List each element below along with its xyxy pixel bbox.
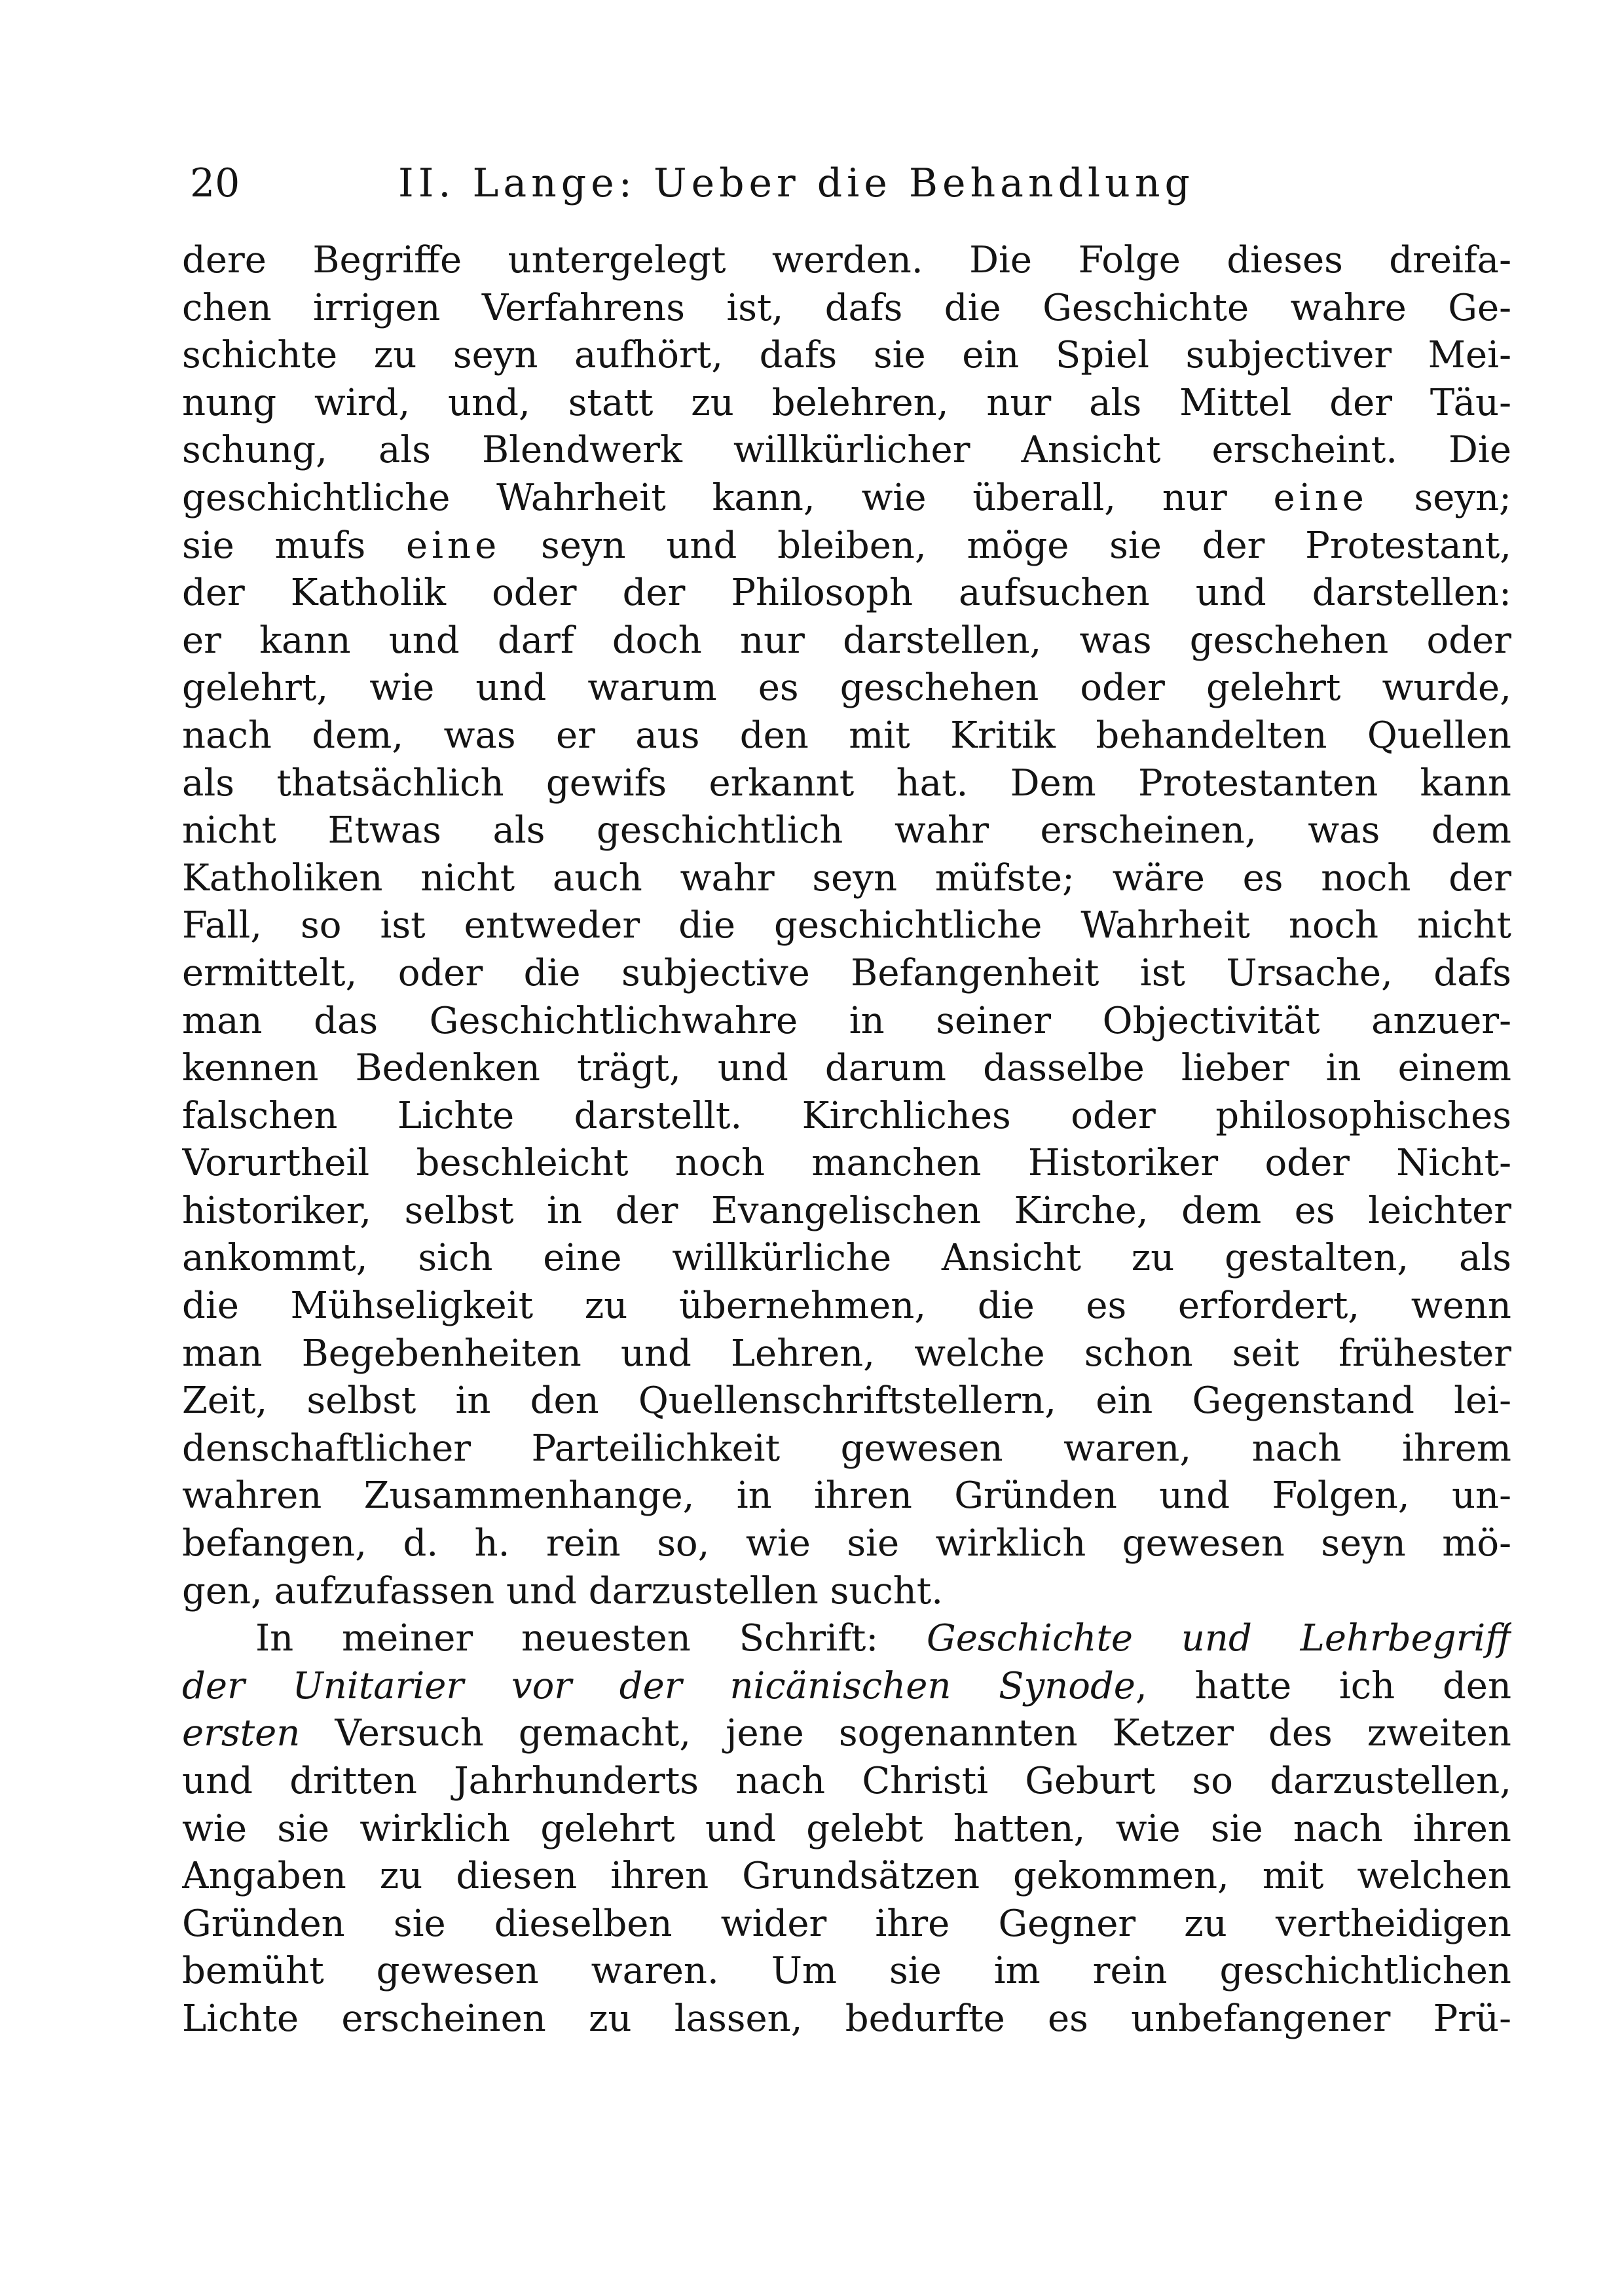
text-line: nung wird, und, statt zu belehren, nur als Mittel der Täu- [182, 381, 1511, 424]
text-line: ankommt, sich eine willkürliche Ansicht zu gestalten, als [182, 1237, 1511, 1280]
text-line: befangen, d. h. rein so, wie sie wirklich gewesen seyn mö- [182, 1522, 1511, 1565]
text-line: kennen Bedenken trägt, und darum dasselbe lieber in einem [182, 1047, 1511, 1090]
text-line: man das Geschichtlichwahre in seiner Objectivität anzuer- [182, 999, 1511, 1042]
text-line: der Unitarier vor der nicänischen Synode, hatte ich den [182, 1664, 1511, 1707]
text-line: die Mühseligkeit zu übernehmen, die es erfordert, wenn [182, 1285, 1511, 1328]
page-number: 20 [190, 160, 240, 206]
spaced-emphasis: eine [1273, 476, 1368, 519]
text-line: chen irrigen Verfahrens ist, dafs die Geschichte wahre Ge- [182, 286, 1511, 329]
text-line: dere Begriffe untergelegt werden. Die Folge dieses dreifa- [182, 239, 1511, 282]
text-line: denschaftlicher Parteilichkeit gewesen waren, nach ihrem [182, 1427, 1511, 1470]
spaced-emphasis: eine [405, 524, 501, 567]
text-line: geschichtliche Wahrheit kann, wie überall, nur eine seyn; [182, 476, 1511, 519]
text-line: ermittelt, oder die subjective Befangenheit ist Ursache, dafs [182, 951, 1511, 994]
body-text [182, 237, 1511, 2043]
text-line: Gründen sie dieselben wider ihre Gegner zu vertheidigen [182, 1902, 1511, 1945]
text-line: er kann und darf doch nur darstellen, was geschehen oder [182, 619, 1511, 662]
text-line: schung, als Blendwerk willkürlicher Ansicht erscheint. Die [182, 429, 1511, 472]
text-line: Katholiken nicht auch wahr seyn müfste; wäre es noch der [182, 856, 1511, 900]
text-line: Zeit, selbst in den Quellenschriftstellern, ein Gegenstand lei- [182, 1379, 1511, 1423]
text-line: historiker, selbst in der Evangelischen Kirche, dem es leichter [182, 1189, 1511, 1232]
emphasis-italic: ersten [182, 1712, 301, 1755]
paragraph-end-line: gen, aufzufassen und darzustellen sucht. [182, 1569, 944, 1613]
paragraph-start-line: In meiner neuesten Schrift: Geschichte und Lehrbegriff [255, 1617, 1511, 1660]
text-line: Fall, so ist entweder die geschichtliche Wahrheit noch nicht [182, 904, 1511, 947]
text-line: als thatsächlich gewifs erkannt hat. Dem Protestanten kann [182, 761, 1511, 805]
text-line: schichte zu seyn aufhört, dafs sie ein Spiel subjectiver Mei- [182, 334, 1511, 377]
text-line: falschen Lichte darstellt. Kirchliches oder philosophisches [182, 1094, 1511, 1137]
text-line: gelehrt, wie und warum es geschehen oder gelehrt wurde, [182, 666, 1511, 710]
book-title-italic: der Unitarier vor der nicänischen Synode [182, 1664, 1135, 1707]
text-line: man Begebenheiten und Lehren, welche schon seit frühester [182, 1332, 1511, 1375]
text-line: Angaben zu diesen ihren Grundsätzen gekommen, mit welchen [182, 1855, 1511, 1898]
text-line: Vorurtheil beschleicht noch manchen Historiker oder Nicht- [182, 1142, 1511, 1185]
text-line: wie sie wirklich gelehrt und gelebt hatten, wie sie nach ihren [182, 1807, 1511, 1850]
text-line: ersten Versuch gemacht, jene sogenannten Ketzer des zweiten [182, 1712, 1511, 1755]
text-line: und dritten Jahrhunderts nach Christi Geburt so darzustellen, [182, 1760, 1511, 1802]
text-line: nach dem, was er aus den mit Kritik behandelten Quellen [182, 714, 1511, 757]
text-line: Lichte erscheinen zu lassen, bedurfte es unbefangener Prü- [182, 1997, 1511, 2040]
text-line: sie mufs eine seyn und bleiben, möge sie der Protestant, [182, 524, 1511, 567]
running-title: II. Lange: Ueber die Behandlung [398, 160, 1194, 206]
text-line: nicht Etwas als geschichtlich wahr erscheinen, was dem [182, 809, 1511, 852]
text-line: wahren Zusammenhange, in ihren Gründen und Folgen, un- [182, 1474, 1511, 1518]
text-line: der Katholik oder der Philosoph aufsuchen und darstellen: [182, 572, 1511, 615]
text-line: bemüht gewesen waren. Um sie im rein geschichtlichen [182, 1950, 1511, 1993]
book-title-italic: Geschichte und Lehrbegriff [927, 1617, 1511, 1660]
